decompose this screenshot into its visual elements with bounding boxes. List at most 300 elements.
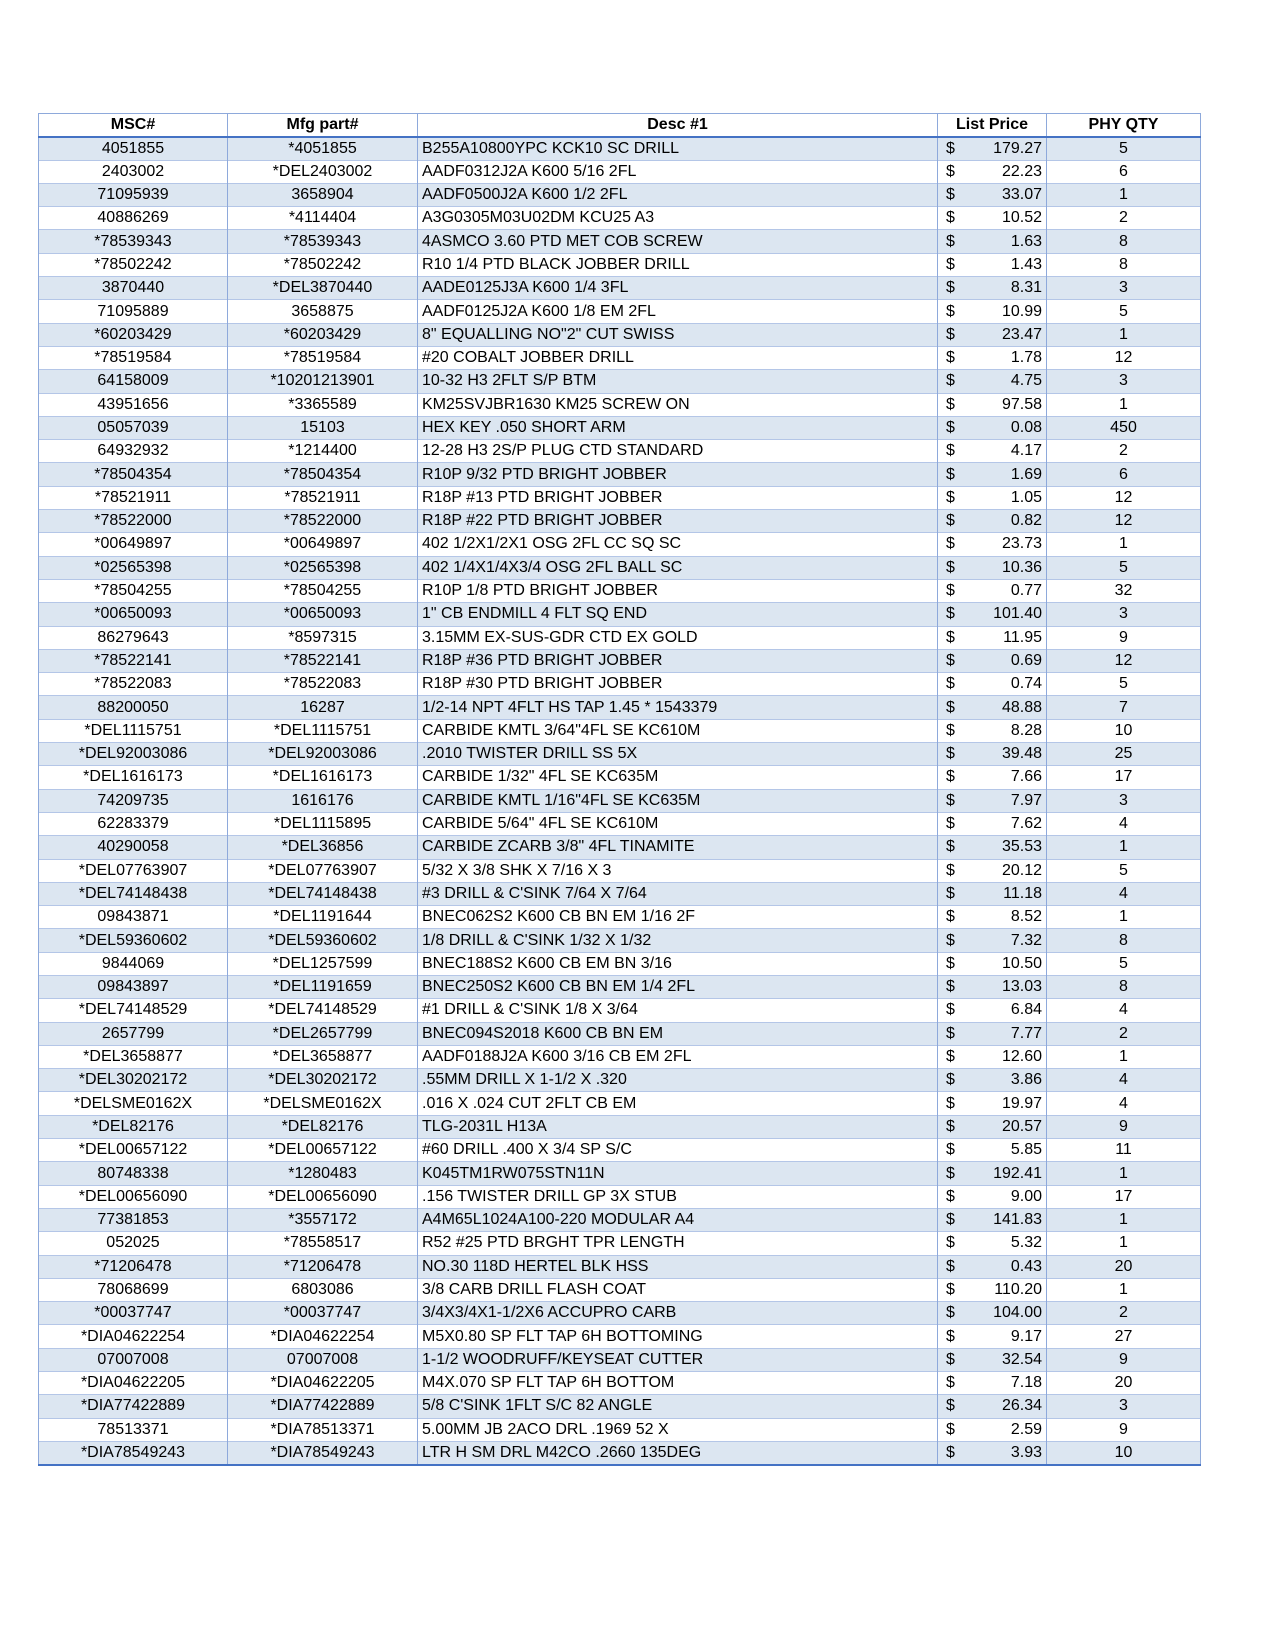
cell-desc: CARBIDE ZCARB 3/8" 4FL TINAMITE <box>418 836 938 859</box>
cell-phy-qty: 1 <box>1047 1232 1201 1255</box>
cell-desc: 8" EQUALLING NO"2" CUT SWISS <box>418 323 938 346</box>
cell-msc: *DEL74148529 <box>39 999 228 1022</box>
cell-desc: AADF0500J2A K600 1/2 2FL <box>418 183 938 206</box>
price-value: 7.66 <box>1010 768 1042 786</box>
price-value: 8.31 <box>1010 279 1042 297</box>
cell-mfg-part: *DIA77422889 <box>228 1395 418 1418</box>
price-value: 22.23 <box>1001 162 1042 180</box>
cell-phy-qty: 1 <box>1047 533 1201 556</box>
cell-desc: BNEC188S2 K600 CB EM BN 3/16 <box>418 952 938 975</box>
currency-symbol: $ <box>946 791 955 809</box>
currency-symbol: $ <box>946 1094 955 1112</box>
currency-symbol: $ <box>946 1187 955 1205</box>
cell-list-price <box>938 999 1047 1022</box>
cell-mfg-part: *78558517 <box>228 1232 418 1255</box>
table-row <box>39 719 1201 742</box>
table-row <box>39 207 1201 230</box>
currency-symbol: $ <box>946 255 955 273</box>
price-value: 5.85 <box>1010 1141 1042 1159</box>
price-value: 7.62 <box>1010 815 1042 833</box>
cell-desc: 5.00MM JB 2ACO DRL .1969 52 X <box>418 1418 938 1441</box>
cell-desc: 10-32 H3 2FLT S/P BTM <box>418 370 938 393</box>
price-value: 9.00 <box>1010 1187 1042 1205</box>
currency-symbol: $ <box>946 442 955 460</box>
cell-list-price <box>938 1255 1047 1278</box>
cell-phy-qty: 9 <box>1047 1348 1201 1371</box>
table-row <box>39 440 1201 463</box>
cell-msc: *78522000 <box>39 510 228 533</box>
price-value: 179.27 <box>993 139 1042 157</box>
cell-list-price <box>938 207 1047 230</box>
cell-desc: R18P #13 PTD BRIGHT JOBBER <box>418 486 938 509</box>
cell-list-price <box>938 1115 1047 1138</box>
table-row <box>39 463 1201 486</box>
cell-msc: 3870440 <box>39 277 228 300</box>
cell-mfg-part: *78522083 <box>228 673 418 696</box>
currency-symbol: $ <box>946 605 955 623</box>
currency-symbol: $ <box>946 884 955 902</box>
table-row <box>39 1325 1201 1348</box>
cell-list-price <box>938 766 1047 789</box>
cell-list-price <box>938 975 1047 998</box>
table-row <box>39 812 1201 835</box>
currency-symbol: $ <box>946 1164 955 1182</box>
cell-msc: 40886269 <box>39 207 228 230</box>
cell-list-price <box>938 230 1047 253</box>
table-row <box>39 859 1201 882</box>
cell-list-price <box>938 1302 1047 1325</box>
cell-msc: 80748338 <box>39 1162 228 1185</box>
table-row <box>39 1302 1201 1325</box>
cell-mfg-part: *DEL1616173 <box>228 766 418 789</box>
cell-mfg-part: *78522000 <box>228 510 418 533</box>
table-row <box>39 766 1201 789</box>
currency-symbol: $ <box>946 698 955 716</box>
table-row <box>39 1022 1201 1045</box>
price-value: 0.74 <box>1010 675 1042 693</box>
price-value: 11.95 <box>1003 628 1042 646</box>
price-value: 20.12 <box>1001 861 1042 879</box>
currency-symbol: $ <box>946 1001 955 1019</box>
price-value: 10.99 <box>1001 302 1042 320</box>
cell-phy-qty: 5 <box>1047 673 1201 696</box>
cell-msc: 4051855 <box>39 137 228 160</box>
cell-msc: *DEL92003086 <box>39 743 228 766</box>
cell-phy-qty: 4 <box>1047 882 1201 905</box>
table-row <box>39 1185 1201 1208</box>
cell-desc: TLG-2031L H13A <box>418 1115 938 1138</box>
cell-list-price <box>938 929 1047 952</box>
table-row <box>39 230 1201 253</box>
cell-desc: 1-1/2 WOODRUFF/KEYSEAT CUTTER <box>418 1348 938 1371</box>
cell-desc: R18P #36 PTD BRIGHT JOBBER <box>418 649 938 672</box>
currency-symbol: $ <box>946 1420 955 1438</box>
currency-symbol: $ <box>946 1350 955 1368</box>
cell-phy-qty: 2 <box>1047 1022 1201 1045</box>
cell-phy-qty: 6 <box>1047 160 1201 183</box>
cell-desc: M4X.070 SP FLT TAP 6H BOTTOM <box>418 1372 938 1395</box>
cell-msc: 71095889 <box>39 300 228 323</box>
cell-desc: #3 DRILL & C'SINK 7/64 X 7/64 <box>418 882 938 905</box>
price-value: 0.69 <box>1010 651 1042 669</box>
table-row <box>39 1115 1201 1138</box>
currency-symbol: $ <box>946 861 955 879</box>
cell-phy-qty: 8 <box>1047 230 1201 253</box>
cell-list-price <box>938 300 1047 323</box>
cell-list-price <box>938 626 1047 649</box>
cell-msc: *DEL3658877 <box>39 1045 228 1068</box>
cell-desc: HEX KEY .050 SHORT ARM <box>418 416 938 439</box>
currency-symbol: $ <box>946 745 955 763</box>
cell-mfg-part: *DEL74148529 <box>228 999 418 1022</box>
cell-desc: R10P 1/8 PTD BRIGHT JOBBER <box>418 579 938 602</box>
cell-list-price <box>938 253 1047 276</box>
table-row <box>39 393 1201 416</box>
cell-desc: AADF0125J2A K600 1/8 EM 2FL <box>418 300 938 323</box>
price-value: 1.78 <box>1010 349 1042 367</box>
cell-phy-qty: 5 <box>1047 556 1201 579</box>
cell-msc: *60203429 <box>39 323 228 346</box>
cell-mfg-part: *00649897 <box>228 533 418 556</box>
cell-phy-qty: 1 <box>1047 323 1201 346</box>
cell-phy-qty: 10 <box>1047 1441 1201 1464</box>
price-value: 10.50 <box>1001 954 1042 972</box>
cell-list-price <box>938 696 1047 719</box>
table-row <box>39 929 1201 952</box>
currency-symbol: $ <box>946 302 955 320</box>
cell-phy-qty: 5 <box>1047 952 1201 975</box>
price-value: 7.18 <box>1010 1374 1042 1392</box>
cell-mfg-part: *DIA04622205 <box>228 1372 418 1395</box>
table-row <box>39 1092 1201 1115</box>
cell-list-price <box>938 1372 1047 1395</box>
cell-list-price <box>938 1441 1047 1464</box>
cell-mfg-part: *DEL3870440 <box>228 277 418 300</box>
currency-symbol: $ <box>946 1397 955 1415</box>
currency-symbol: $ <box>946 139 955 157</box>
cell-list-price <box>938 486 1047 509</box>
cell-phy-qty: 3 <box>1047 277 1201 300</box>
cell-mfg-part: *DEL2657799 <box>228 1022 418 1045</box>
cell-mfg-part: *78521911 <box>228 486 418 509</box>
cell-phy-qty: 9 <box>1047 626 1201 649</box>
cell-mfg-part: *DEL1115895 <box>228 812 418 835</box>
price-value: 1.63 <box>1010 232 1042 250</box>
cell-desc: M5X0.80 SP FLT TAP 6H BOTTOMING <box>418 1325 938 1348</box>
cell-desc: 4ASMCO 3.60 PTD MET COB SCREW <box>418 230 938 253</box>
price-value: 110.20 <box>994 1280 1042 1298</box>
currency-symbol: $ <box>946 372 955 390</box>
cell-list-price <box>938 393 1047 416</box>
cell-msc: 40290058 <box>39 836 228 859</box>
table-row <box>39 673 1201 696</box>
table-row <box>39 1232 1201 1255</box>
cell-phy-qty: 1 <box>1047 1162 1201 1185</box>
cell-list-price <box>938 789 1047 812</box>
cell-phy-qty: 8 <box>1047 253 1201 276</box>
cell-desc: .156 TWISTER DRILL GP 3X STUB <box>418 1185 938 1208</box>
cell-list-price <box>938 440 1047 463</box>
cell-msc: *DIA04622254 <box>39 1325 228 1348</box>
cell-list-price <box>938 1348 1047 1371</box>
cell-msc: *78522083 <box>39 673 228 696</box>
price-value: 0.82 <box>1010 512 1042 530</box>
cell-phy-qty: 1 <box>1047 183 1201 206</box>
cell-mfg-part: *DEL59360602 <box>228 929 418 952</box>
cell-phy-qty: 7 <box>1047 696 1201 719</box>
price-value: 4.75 <box>1010 372 1042 390</box>
price-value: 12.60 <box>1001 1048 1042 1066</box>
cell-desc: AADF0312J2A K600 5/16 2FL <box>418 160 938 183</box>
header-mfg-part: Mfg part# <box>228 114 418 137</box>
cell-mfg-part: *00650093 <box>228 603 418 626</box>
cell-mfg-part: *DEL82176 <box>228 1115 418 1138</box>
table-row <box>39 999 1201 1022</box>
cell-mfg-part: *1214400 <box>228 440 418 463</box>
cell-phy-qty: 27 <box>1047 1325 1201 1348</box>
currency-symbol: $ <box>946 628 955 646</box>
cell-msc: *DELSME0162X <box>39 1092 228 1115</box>
cell-list-price <box>938 882 1047 905</box>
cell-desc: 12-28 H3 2S/P PLUG CTD STANDARD <box>418 440 938 463</box>
cell-phy-qty: 3 <box>1047 370 1201 393</box>
cell-msc: 64158009 <box>39 370 228 393</box>
currency-symbol: $ <box>946 1117 955 1135</box>
currency-symbol: $ <box>946 1257 955 1275</box>
cell-list-price <box>938 812 1047 835</box>
cell-mfg-part: 1616176 <box>228 789 418 812</box>
cell-phy-qty: 4 <box>1047 812 1201 835</box>
cell-msc: 052025 <box>39 1232 228 1255</box>
cell-msc: 78513371 <box>39 1418 228 1441</box>
cell-mfg-part: *DEL74148438 <box>228 882 418 905</box>
cell-msc: *78504255 <box>39 579 228 602</box>
currency-symbol: $ <box>946 931 955 949</box>
price-value: 3.93 <box>1010 1443 1042 1461</box>
table-row <box>39 1139 1201 1162</box>
cell-desc: 1/2-14 NPT 4FLT HS TAP 1.45 * 1543379 <box>418 696 938 719</box>
cell-msc: 2657799 <box>39 1022 228 1045</box>
cell-mfg-part: *78504354 <box>228 463 418 486</box>
price-value: 7.97 <box>1010 791 1042 809</box>
cell-list-price <box>938 579 1047 602</box>
table-header <box>39 114 1201 137</box>
currency-symbol: $ <box>946 954 955 972</box>
cell-msc: *00650093 <box>39 603 228 626</box>
price-value: 7.32 <box>1010 931 1042 949</box>
currency-symbol: $ <box>946 1048 955 1066</box>
price-value: 0.77 <box>1010 582 1042 600</box>
cell-phy-qty: 4 <box>1047 1069 1201 1092</box>
table-row <box>39 253 1201 276</box>
cell-msc: *00649897 <box>39 533 228 556</box>
cell-phy-qty: 6 <box>1047 463 1201 486</box>
cell-mfg-part: 07007008 <box>228 1348 418 1371</box>
cell-phy-qty: 1 <box>1047 1278 1201 1301</box>
cell-list-price <box>938 1162 1047 1185</box>
cell-list-price <box>938 1232 1047 1255</box>
cell-mfg-part: *DIA78513371 <box>228 1418 418 1441</box>
price-value: 23.73 <box>1001 535 1042 553</box>
cell-mfg-part: 6803086 <box>228 1278 418 1301</box>
cell-mfg-part: *DEL30202172 <box>228 1069 418 1092</box>
currency-symbol: $ <box>946 186 955 204</box>
price-value: 141.83 <box>993 1211 1042 1229</box>
table-row <box>39 1348 1201 1371</box>
table-row <box>39 743 1201 766</box>
cell-mfg-part: *3557172 <box>228 1208 418 1231</box>
table-row <box>39 1208 1201 1231</box>
cell-mfg-part: *4114404 <box>228 207 418 230</box>
currency-symbol: $ <box>946 908 955 926</box>
table-row <box>39 556 1201 579</box>
cell-list-price <box>938 649 1047 672</box>
cell-mfg-part: *DEL07763907 <box>228 859 418 882</box>
price-value: 1.43 <box>1010 255 1042 273</box>
cell-msc: 86279643 <box>39 626 228 649</box>
cell-phy-qty: 20 <box>1047 1255 1201 1278</box>
cell-mfg-part: *8597315 <box>228 626 418 649</box>
cell-mfg-part: *02565398 <box>228 556 418 579</box>
cell-desc: BNEC094S2018 K600 CB BN EM <box>418 1022 938 1045</box>
table-row <box>39 1372 1201 1395</box>
price-value: 5.32 <box>1010 1234 1042 1252</box>
cell-msc: 77381853 <box>39 1208 228 1231</box>
cell-list-price <box>938 1325 1047 1348</box>
cell-phy-qty: 20 <box>1047 1372 1201 1395</box>
cell-list-price <box>938 137 1047 160</box>
table-row <box>39 370 1201 393</box>
price-value: 0.08 <box>1010 419 1042 436</box>
table-row <box>39 1418 1201 1441</box>
cell-desc: AADF0188J2A K600 3/16 CB EM 2FL <box>418 1045 938 1068</box>
cell-mfg-part: 3658875 <box>228 300 418 323</box>
cell-list-price <box>938 1139 1047 1162</box>
currency-symbol: $ <box>946 465 955 483</box>
cell-desc: #60 DRILL .400 X 3/4 SP S/C <box>418 1139 938 1162</box>
cell-mfg-part: *71206478 <box>228 1255 418 1278</box>
cell-list-price <box>938 906 1047 929</box>
cell-list-price <box>938 836 1047 859</box>
inventory-table <box>38 113 1201 1466</box>
price-value: 4.17 <box>1010 442 1042 460</box>
table-row <box>39 510 1201 533</box>
cell-phy-qty: 12 <box>1047 486 1201 509</box>
cell-mfg-part: *DIA78549243 <box>228 1441 418 1464</box>
table-row <box>39 137 1201 160</box>
cell-desc: CARBIDE KMTL 1/16"4FL SE KC635M <box>418 789 938 812</box>
price-value: 7.77 <box>1010 1024 1042 1042</box>
cell-phy-qty: 17 <box>1047 1185 1201 1208</box>
currency-symbol: $ <box>946 838 955 856</box>
cell-mfg-part: *DEL2403002 <box>228 160 418 183</box>
cell-msc: *78539343 <box>39 230 228 253</box>
cell-desc: 3.15MM EX-SUS-GDR CTD EX GOLD <box>418 626 938 649</box>
table-row <box>39 975 1201 998</box>
cell-list-price <box>938 952 1047 975</box>
cell-desc: 402 1/4X1/4X3/4 OSG 2FL BALL SC <box>418 556 938 579</box>
cell-phy-qty: 8 <box>1047 975 1201 998</box>
cell-phy-qty: 1 <box>1047 1208 1201 1231</box>
cell-phy-qty: 2 <box>1047 207 1201 230</box>
cell-msc: *78502242 <box>39 253 228 276</box>
cell-phy-qty: 5 <box>1047 137 1201 160</box>
cell-phy-qty: 4 <box>1047 1092 1201 1115</box>
cell-desc: 3/8 CARB DRILL FLASH COAT <box>418 1278 938 1301</box>
cell-msc: 43951656 <box>39 393 228 416</box>
cell-msc: *DEL00657122 <box>39 1139 228 1162</box>
cell-desc: R18P #22 PTD BRIGHT JOBBER <box>418 510 938 533</box>
cell-list-price <box>938 416 1047 439</box>
cell-list-price <box>938 1045 1047 1068</box>
cell-mfg-part: *00037747 <box>228 1302 418 1325</box>
cell-desc: 402 1/2X1/2X1 OSG 2FL CC SQ SC <box>418 533 938 556</box>
currency-symbol: $ <box>946 395 955 413</box>
table-row <box>39 1069 1201 1092</box>
price-value: 48.88 <box>1001 698 1042 716</box>
cell-list-price <box>938 1185 1047 1208</box>
cell-phy-qty: 1 <box>1047 836 1201 859</box>
cell-desc: R10P 9/32 PTD BRIGHT JOBBER <box>418 463 938 486</box>
cell-mfg-part: *1280483 <box>228 1162 418 1185</box>
cell-msc: 71095939 <box>39 183 228 206</box>
price-value: 2.59 <box>1010 1420 1042 1438</box>
currency-symbol: $ <box>946 558 955 576</box>
table-row <box>39 696 1201 719</box>
cell-desc: A4M65L1024A100-220 MODULAR A4 <box>418 1208 938 1231</box>
cell-msc: *DEL30202172 <box>39 1069 228 1092</box>
header-list-price: List Price <box>938 114 1047 137</box>
cell-mfg-part: *3365589 <box>228 393 418 416</box>
price-value: 11.18 <box>1003 884 1042 902</box>
cell-desc: BNEC250S2 K600 CB BN EM 1/4 2FL <box>418 975 938 998</box>
cell-phy-qty: 25 <box>1047 743 1201 766</box>
currency-symbol: $ <box>946 1071 955 1089</box>
cell-desc: #20 COBALT JOBBER DRILL <box>418 346 938 369</box>
currency-symbol: $ <box>946 325 955 343</box>
cell-desc: BNEC062S2 K600 CB BN EM 1/16 2F <box>418 906 938 929</box>
currency-symbol: $ <box>946 768 955 786</box>
cell-list-price <box>938 183 1047 206</box>
currency-symbol: $ <box>946 512 955 530</box>
currency-symbol: $ <box>946 232 955 250</box>
price-value: 0.43 <box>1010 1257 1042 1275</box>
cell-msc: *78504354 <box>39 463 228 486</box>
price-value: 9.17 <box>1010 1327 1042 1345</box>
cell-list-price <box>938 323 1047 346</box>
header-row <box>39 114 1201 137</box>
price-value: 23.47 <box>1001 325 1042 343</box>
currency-symbol: $ <box>946 209 955 227</box>
cell-msc: 64932932 <box>39 440 228 463</box>
cell-desc: .2010 TWISTER DRILL SS 5X <box>418 743 938 766</box>
cell-list-price <box>938 719 1047 742</box>
cell-msc: *DIA04622205 <box>39 1372 228 1395</box>
cell-phy-qty: 17 <box>1047 766 1201 789</box>
table-row <box>39 1162 1201 1185</box>
table-row <box>39 277 1201 300</box>
currency-symbol: $ <box>946 488 955 506</box>
cell-list-price <box>938 1208 1047 1231</box>
price-value: 32.54 <box>1001 1350 1042 1368</box>
cell-mfg-part: 3658904 <box>228 183 418 206</box>
currency-symbol: $ <box>946 582 955 600</box>
table-row <box>39 952 1201 975</box>
cell-desc: NO.30 118D HERTEL BLK HSS <box>418 1255 938 1278</box>
cell-msc: *DIA77422889 <box>39 1395 228 1418</box>
cell-msc: 9844069 <box>39 952 228 975</box>
price-value: 8.52 <box>1010 908 1042 926</box>
